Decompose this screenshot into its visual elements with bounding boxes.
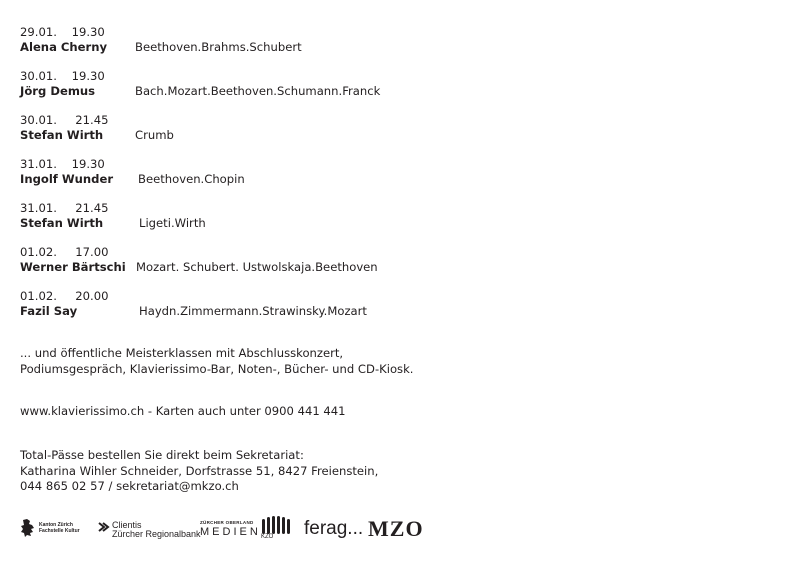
event-1 [20,69,381,99]
event-3 [20,157,245,187]
event-datetime: 30.01. 21.45 [20,113,109,127]
event-program: Mozart. Schubert. Ustwolskaja.Beethoven [136,260,378,274]
mzo-text: MZO [368,516,424,541]
contact-line: 044 865 02 57 / sekretariat@mkzo.ch [20,479,239,493]
kzo-logo [261,516,297,539]
event-program: Beethoven.Chopin [138,172,245,186]
event-artist: Werner Bärtschi [20,260,126,274]
website-text: www.klavierissimo.ch - Karten auch unter 0900 441 441 [20,404,346,418]
extras-line: ... und öffentliche Meisterklassen mit Abschlusskonzert, [20,346,344,360]
event-program: Crumb [135,128,174,142]
event-artist: Alena Cherny [20,40,108,54]
ferag-text: ferag... [304,518,364,539]
chevron-right-icon [98,521,110,533]
event-datetime: 29.01. 19.30 [20,25,105,39]
event-4 [20,201,206,231]
sponsor-logos [20,516,440,548]
event-artist: Ingolf Wunder [20,172,114,186]
event-0 [20,25,302,55]
contact-text [20,448,378,495]
ferag-logo [304,518,363,540]
event-datetime: 01.02. 17.00 [20,245,109,259]
zuercher-oberland-medien-logo [200,520,262,538]
contact-line: Total-Pässe bestellen Sie direkt beim Sekretariat: [20,448,304,462]
event-datetime: 01.02. 20.00 [20,289,109,303]
lion-icon [20,518,36,538]
event-datetime: 31.01. 21.45 [20,201,109,215]
event-datetime: 31.01. 19.30 [20,157,105,171]
clientis-name: Clientis [112,520,142,530]
event-2 [20,113,174,143]
kzo-bars-icon [261,516,297,536]
kanton-line: Fachstelle Kultur [39,528,80,534]
event-5 [20,245,378,275]
extras-line: Podiumsgespräch, Klavierissimo-Bar, Noten-, Bücher- und CD-Kiosk. [20,361,414,376]
event-program: Beethoven.Brahms.Schubert [135,40,302,54]
medien-text: MEDIEN [200,526,261,538]
event-artist: Stefan Wirth [20,216,104,230]
event-program: Haydn.Zimmermann.Strawinsky.Mozart [139,304,367,318]
kanton-line: Kanton Zürich [39,522,73,528]
event-program: Bach.Mozart.Beethoven.Schumann.Franck [135,84,381,98]
event-6 [20,289,367,319]
event-artist: Fazil Say [20,304,78,318]
event-program: Ligeti.Wirth [139,216,206,230]
mzo-logo [368,516,424,542]
extras-text [20,346,414,377]
contact-line: Katharina Wihler Schneider, Dorfstrasse 51, 8427 Freienstein, [20,463,379,478]
event-artist: Stefan Wirth [20,128,104,142]
event-datetime: 30.01. 19.30 [20,69,105,83]
clientis-sub: Zürcher Regionalbank [112,529,201,539]
event-artist: Jörg Demus [20,84,96,98]
kzo-text: KZO [261,534,274,540]
medien-top-text: ZÜRCHER OBERLAND [200,520,254,525]
